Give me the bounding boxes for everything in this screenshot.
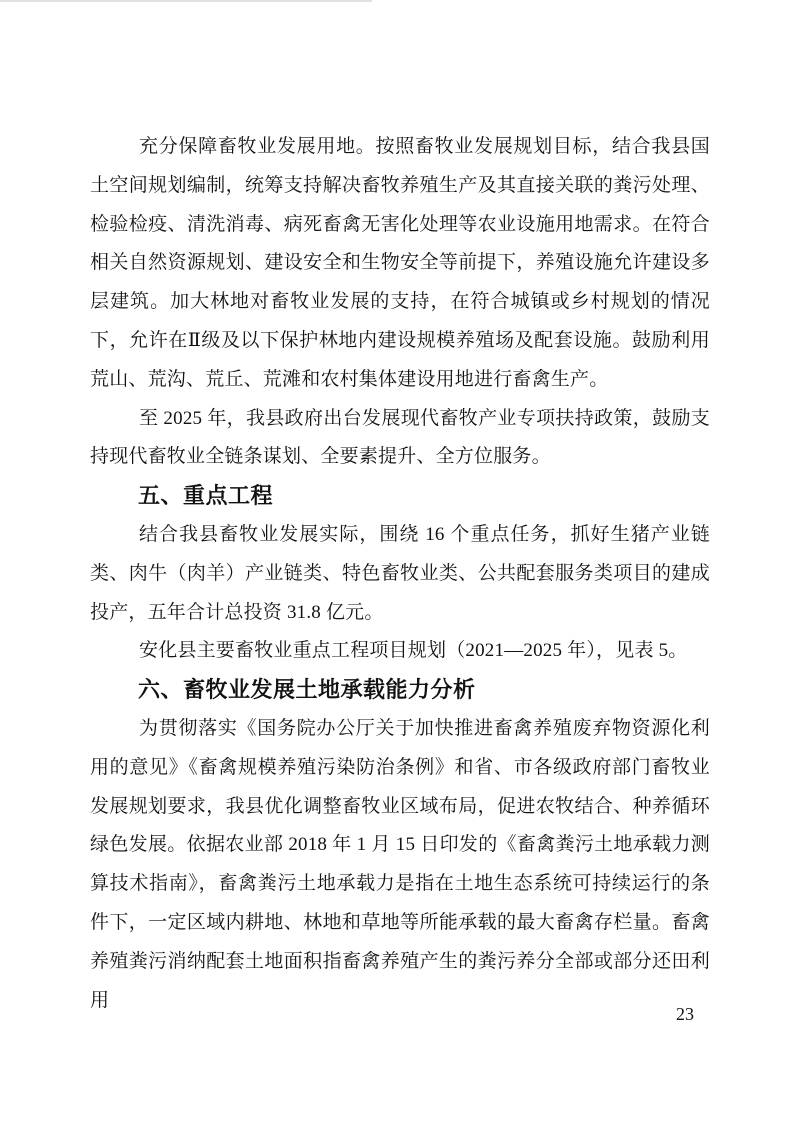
page-number: 23 xyxy=(676,1004,694,1024)
body-paragraph-policy-2025: 至 2025 年，我县政府出台发展现代畜牧产业专项扶持政策，鼓励支持现代畜牧业全链条谋划、全要素提升、全方位服务。 xyxy=(90,407,710,468)
document-body xyxy=(90,128,710,1020)
section-heading-land-capacity: 六、畜牧业发展土地承载能力分析 xyxy=(138,677,476,703)
section-heading-key-projects: 五、重点工程 xyxy=(138,483,274,509)
body-paragraph-investment: 结合我县畜牧业发展实际，围绕 16 个重点任务，抓好生猪产业链类、肉牛（肉羊）产业链类、特色畜牧业类、公共配套服务类项目的建成投产，五年合计总投资 31.8 亿元。 xyxy=(90,523,710,623)
scan-edge-artifact xyxy=(0,0,372,2)
body-paragraph-land-capacity-analysis: 为贯彻落实《国务院办公厅关于加快推进畜禽养殖废弃物资源化利用的意见》《畜禽规模养殖污染防治条例》和省、市各级政府部门畜牧业发展规划要求，我县优化调整畜牧业区域布局，促进农牧结合、种养循环绿色发展。依据农业部 2018 年 1 月 15 日印发的《畜禽粪污土地承载力测算技术指南》，畜禽粪污土地承载力是指在土地生态系统可持续运行的条件下，一定区域内耕地、林地和草地等所能承载的最大畜禽存栏量。畜禽养殖粪污消纳配套土地面积指畜禽养殖产生的粪污养分全部或部分还田利用 xyxy=(90,717,710,1011)
body-paragraph-table-reference: 安化县主要畜牧业重点工程项目规划（2021—2025 年），见表 5。 xyxy=(139,640,688,662)
body-paragraph-land-guarantee: 充分保障畜牧业发展用地。按照畜牧业发展规划目标，结合我县国土空间规划编制，统筹支持解决畜牧养殖生产及其直接关联的粪污处理、检验检疫、清洗消毒、病死畜禽无害化处理等农业设施用地需求。在符合相关自然资源规划、建设安全和生物安全等前提下，养殖设施允许建设多层建筑。加大林地对畜牧业发展的支持，在符合城镇或乡村规划的情况下，允许在Ⅱ级及以下保护林地内建设规模养殖场及配套设施。鼓励利用荒山、荒沟、荒丘、荒滩和农村集体建设用地进行畜禽生产。 xyxy=(90,136,710,390)
